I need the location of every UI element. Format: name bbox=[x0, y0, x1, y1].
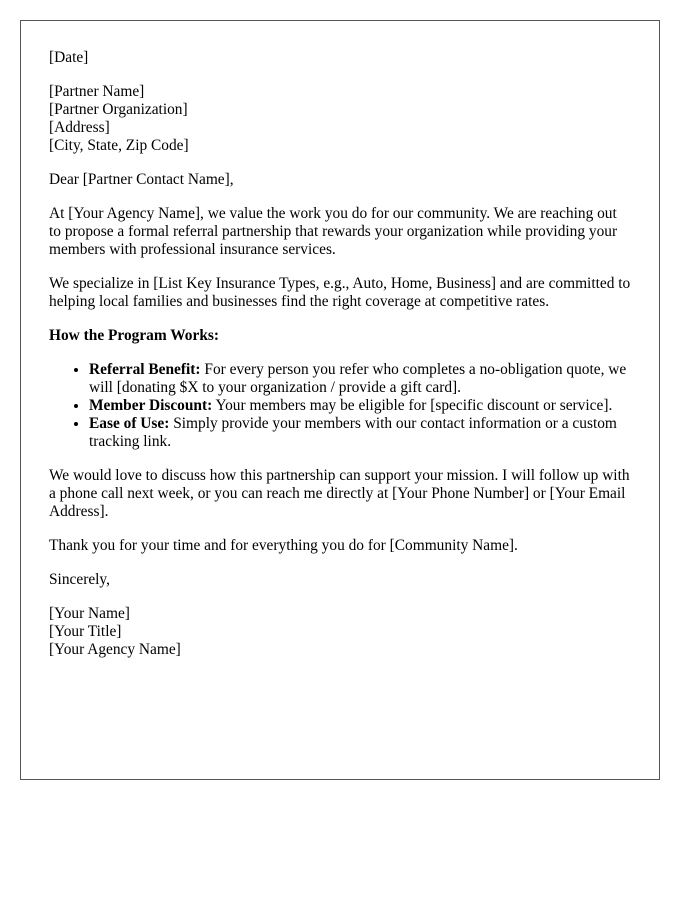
program-item-text: Simply provide your members with our contact information or a custom tracking link. bbox=[89, 415, 617, 450]
letter-date bbox=[49, 49, 631, 67]
signature-block bbox=[49, 605, 631, 659]
list-item bbox=[89, 361, 631, 397]
intro-paragraph: At [Your Agency Name], we value the work you do for our community. We are reaching out to propose a formal referral partnership that rewards your organization while providing your members with professional insurance services. bbox=[49, 205, 618, 258]
signature-name: [Your Name] bbox=[49, 605, 130, 622]
recipient-address-block bbox=[49, 83, 631, 155]
signature-agency: [Your Agency Name] bbox=[49, 641, 181, 658]
sign-off: Sincerely, bbox=[49, 571, 110, 588]
signature-title: [Your Title] bbox=[49, 623, 122, 640]
follow-up-paragraph: We would love to discuss how this partnership can support your mission. I will follow up with a phone call next week, or you can reach me directly at [Your Phone Number] or [Your Email Address]. bbox=[49, 467, 630, 520]
recipient-city-state-zip: [City, State, Zip Code] bbox=[49, 137, 189, 154]
list-item bbox=[89, 397, 631, 415]
program-item-term: Referral Benefit: bbox=[89, 361, 201, 378]
recipient-organization: [Partner Organization] bbox=[49, 101, 188, 118]
program-item-text: Your members may be eligible for [specific discount or service]. bbox=[212, 397, 613, 414]
list-item bbox=[89, 415, 631, 451]
date-text: [Date] bbox=[49, 49, 89, 66]
program-item-term: Member Discount: bbox=[89, 397, 213, 414]
specialty-paragraph: We specialize in [List Key Insurance Types, e.g., Auto, Home, Business] and are committed to helping local families and businesses find the right coverage at competitive rates. bbox=[49, 275, 631, 310]
program-item-text: For every person you refer who completes a no-obligation quote, we will [donating $X to your organization / provide a gift card]. bbox=[89, 361, 627, 396]
thank-you-paragraph: Thank you for your time and for everything you do for [Community Name]. bbox=[49, 537, 518, 554]
salutation: Dear [Partner Contact Name], bbox=[49, 171, 234, 188]
recipient-name: [Partner Name] bbox=[49, 83, 145, 100]
program-item-term: Ease of Use: bbox=[89, 415, 170, 432]
letter-page bbox=[20, 20, 660, 780]
program-list bbox=[49, 361, 631, 451]
recipient-address: [Address] bbox=[49, 119, 110, 136]
program-heading: How the Program Works: bbox=[49, 327, 219, 344]
